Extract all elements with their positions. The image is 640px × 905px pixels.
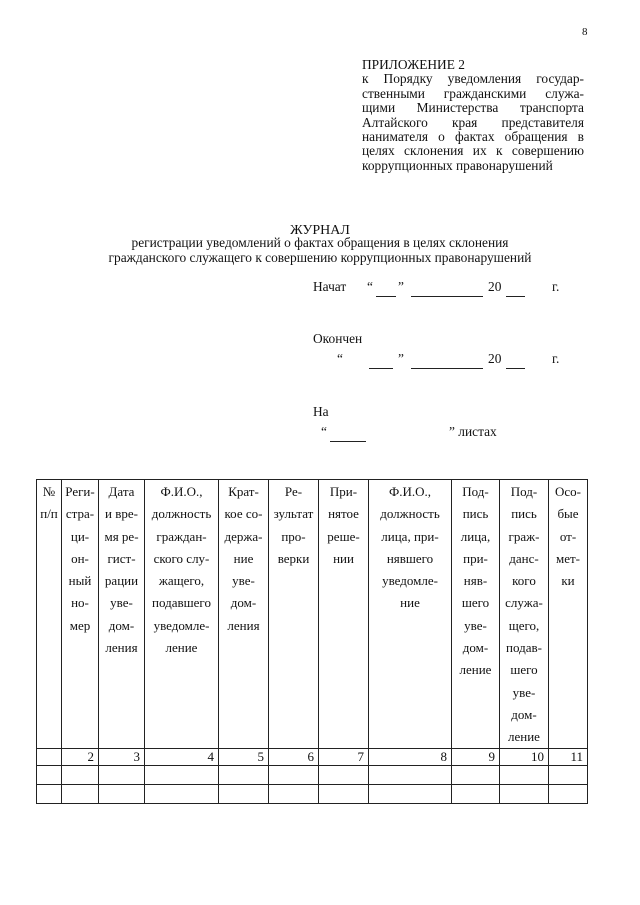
- header-line: Ф.И.О.,: [388, 484, 432, 499]
- table-cell[interactable]: [319, 765, 369, 784]
- started-open-quote: “: [367, 279, 373, 294]
- header-line: рации: [104, 573, 139, 589]
- started-label: Начат: [313, 279, 347, 294]
- header-line: гист-: [107, 550, 136, 566]
- started-month-line: [411, 296, 483, 297]
- registration-table: [36, 479, 588, 804]
- table-cell[interactable]: [549, 784, 588, 803]
- header-line: пись: [511, 506, 537, 522]
- header-line: дом-: [462, 640, 489, 656]
- header-line: мер: [69, 617, 91, 633]
- table-cell[interactable]: [62, 784, 99, 803]
- header-cell-number: [37, 480, 62, 749]
- table-cell[interactable]: [549, 765, 588, 784]
- table-column-number-row: [37, 748, 588, 765]
- header-line: дом-: [230, 595, 257, 611]
- header-line: п/п: [40, 506, 58, 522]
- header-line: бые: [557, 506, 579, 522]
- header-line: стра-: [65, 506, 95, 522]
- header-line: граждан-: [156, 528, 207, 544]
- header-cell-check-result: [269, 480, 319, 749]
- header-line: шего: [461, 595, 490, 611]
- started-year-suffix: г.: [552, 279, 560, 294]
- header-line: ления: [105, 640, 138, 656]
- header-line: при-: [463, 550, 488, 566]
- sheets-suffix: ” листах: [449, 424, 497, 439]
- ended-year-prefix: 20: [488, 351, 502, 366]
- started-day-line: [376, 296, 396, 297]
- header-line: уведомле-: [153, 617, 210, 633]
- header-line: данс-: [509, 550, 539, 566]
- journal-subtitle-line: регистрации уведомлений о фактах обращения в целях склонения: [131, 235, 509, 250]
- appendix-line: щими Министерства транспорта: [362, 100, 584, 116]
- table-cell[interactable]: [500, 765, 549, 784]
- journal-subtitle-line: гражданского служащего к совершению коррупционных правонарушений: [108, 249, 532, 265]
- table-cell[interactable]: [219, 765, 269, 784]
- header-line: ление: [508, 729, 540, 745]
- sheets-count-line: [330, 441, 366, 442]
- header-line: дом-: [108, 617, 135, 633]
- column-number: 10: [500, 748, 549, 765]
- started-year-line: [506, 296, 525, 297]
- ended-close-quote: ”: [398, 351, 404, 366]
- header-line: жащего,: [158, 573, 205, 589]
- appendix-line: ственными гражданскими служа-: [362, 85, 584, 101]
- header-line: Реги-: [65, 484, 95, 499]
- column-number: 8: [369, 748, 452, 765]
- header-line: шего: [510, 662, 538, 678]
- header-cell-filer-signature: [500, 480, 549, 749]
- header-line: держа-: [224, 528, 263, 544]
- ended-month-line: [411, 368, 483, 369]
- header-line: и вре-: [105, 506, 138, 522]
- column-number: [37, 748, 62, 765]
- header-line: Дата: [108, 484, 135, 499]
- header-line: Ре-: [284, 484, 303, 499]
- page-number: 8: [582, 26, 588, 38]
- appendix-line: нанимателя о фактах обращения в: [362, 129, 584, 145]
- header-line: пись: [462, 506, 489, 522]
- ended-open-quote: “: [337, 351, 343, 366]
- header-line: верки: [277, 550, 310, 566]
- table-cell[interactable]: [369, 784, 452, 803]
- table-cell[interactable]: [145, 765, 219, 784]
- column-number: 5: [219, 748, 269, 765]
- table-cell[interactable]: [37, 765, 62, 784]
- table-cell[interactable]: [319, 784, 369, 803]
- column-number: 2: [62, 748, 99, 765]
- column-number: 9: [452, 748, 500, 765]
- header-cell-reg-number: [62, 480, 99, 749]
- header-line: ского слу-: [153, 550, 210, 566]
- header-line: мя ре-: [104, 528, 139, 544]
- ended-year-line: [506, 368, 525, 369]
- header-line: про-: [281, 528, 306, 544]
- column-number: 3: [99, 748, 145, 765]
- header-line: Крат-: [228, 484, 259, 499]
- header-line: лица, при-: [381, 528, 439, 544]
- header-cell-receiver-signature: [452, 480, 500, 749]
- header-line: ление: [459, 662, 492, 678]
- table-cell[interactable]: [99, 784, 145, 803]
- table-cell[interactable]: [452, 784, 500, 803]
- table-row: [37, 765, 588, 784]
- header-line: уве-: [464, 617, 487, 633]
- appendix-line: Алтайского края представителя: [362, 114, 584, 130]
- header-line: уве-: [232, 573, 255, 589]
- header-line: Под-: [510, 484, 538, 499]
- header-line: Под-: [462, 484, 489, 499]
- ended-day-line: [369, 368, 393, 369]
- header-line: уведомле-: [382, 573, 438, 589]
- header-line: ки: [561, 573, 575, 589]
- table-cell[interactable]: [62, 765, 99, 784]
- header-line: ление: [165, 640, 198, 656]
- table-cell[interactable]: [369, 765, 452, 784]
- journal-title: ЖУРНАЛ: [290, 223, 350, 238]
- header-line: нятое: [328, 506, 359, 522]
- header-line: кое со-: [224, 506, 263, 522]
- column-number: 4: [145, 748, 219, 765]
- started-close-quote: ”: [398, 279, 404, 294]
- header-line: ние: [233, 550, 254, 566]
- header-line: служа-: [505, 595, 543, 611]
- header-line: нявшего: [386, 550, 434, 566]
- ended-label: Окончен: [313, 331, 363, 346]
- column-number: 6: [269, 748, 319, 765]
- sheets-open-quote: “: [321, 424, 327, 439]
- appendix-line: к Порядку уведомления государ-: [362, 71, 584, 87]
- header-line: подавшего: [152, 595, 211, 611]
- header-cell-receiver: [369, 480, 452, 749]
- header-line: ние: [400, 595, 420, 611]
- column-number: 7: [319, 748, 369, 765]
- table-cell[interactable]: [219, 784, 269, 803]
- table-cell[interactable]: [500, 784, 549, 803]
- table-cell[interactable]: [269, 765, 319, 784]
- header-line: должность: [151, 506, 212, 522]
- ended-year-suffix: г.: [552, 351, 560, 366]
- header-cell-notes: [549, 480, 588, 749]
- header-line: граж-: [508, 528, 540, 544]
- table-cell[interactable]: [452, 765, 500, 784]
- journal-subtitle: [60, 236, 580, 265]
- table-cell[interactable]: [99, 765, 145, 784]
- header-line: няв-: [463, 573, 488, 589]
- column-number: 11: [549, 748, 588, 765]
- table-row: [37, 784, 588, 803]
- header-line: ци-: [70, 528, 90, 544]
- header-line: ления: [227, 617, 260, 633]
- appendix-title: ПРИЛОЖЕНИЕ 2: [362, 57, 465, 72]
- header-line: уве-: [512, 684, 536, 700]
- header-cell-filer: [145, 480, 219, 749]
- table-header-row: [37, 480, 588, 749]
- table-cell[interactable]: [269, 784, 319, 803]
- header-line: Осо-: [555, 484, 581, 499]
- table-cell[interactable]: [145, 784, 219, 803]
- header-line: уве-: [110, 595, 133, 611]
- table-cell[interactable]: [37, 784, 62, 803]
- header-line: дом-: [511, 706, 537, 722]
- header-line: от-: [559, 528, 577, 544]
- header-line: должность: [380, 506, 440, 522]
- header-line: он-: [71, 550, 89, 566]
- header-line: но-: [71, 595, 89, 611]
- header-line: кого: [512, 573, 536, 589]
- header-line: мет-: [555, 550, 580, 566]
- header-line: №: [42, 484, 56, 499]
- header-line: щего,: [508, 617, 540, 633]
- header-line: лица,: [460, 528, 491, 544]
- started-year-prefix: 20: [488, 279, 502, 294]
- header-line: зультат: [273, 506, 314, 522]
- header-line: реше-: [327, 528, 360, 544]
- header-line: подав-: [506, 640, 542, 656]
- appendix-block: [362, 58, 584, 173]
- header-cell-date: [99, 480, 145, 749]
- header-cell-summary: [219, 480, 269, 749]
- header-line: Ф.И.О.,: [160, 484, 203, 499]
- appendix-line: коррупционных правонарушений: [362, 157, 553, 173]
- header-line: При-: [329, 484, 358, 499]
- header-cell-decision: [319, 480, 369, 749]
- header-line: нии: [333, 550, 354, 566]
- header-line: ный: [68, 573, 92, 589]
- sheets-label: На: [313, 404, 329, 419]
- appendix-line: целях склонения их к совершению: [362, 143, 584, 159]
